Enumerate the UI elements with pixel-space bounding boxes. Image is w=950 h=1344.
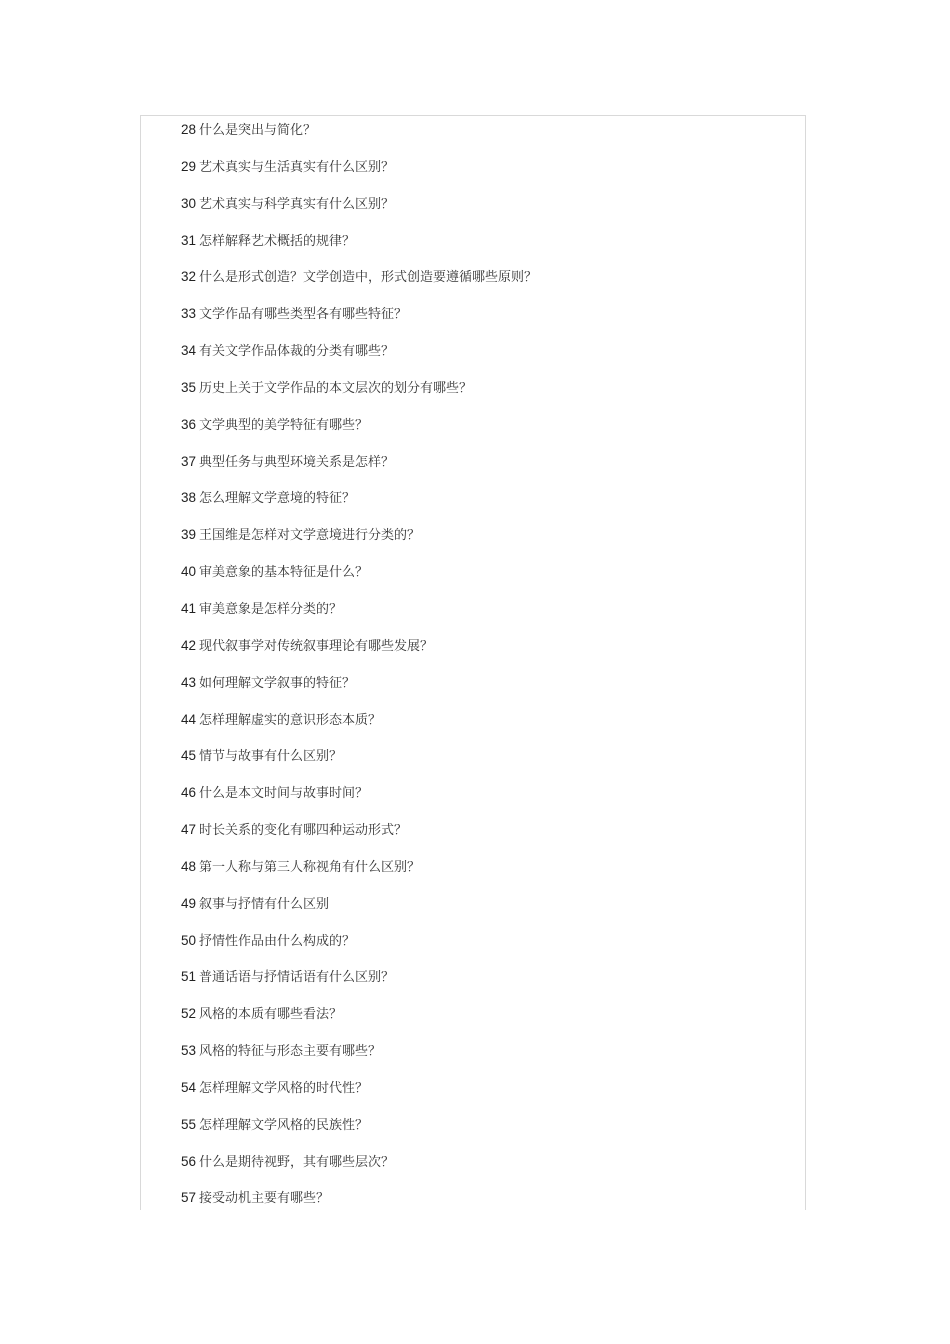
- list-item: [181, 524, 537, 561]
- question-text: 怎么理解文学意境的特征？: [199, 491, 356, 507]
- question-number: 32: [181, 269, 197, 285]
- question-list: [181, 119, 537, 1224]
- question-number: 48: [181, 858, 197, 874]
- list-item: [181, 377, 537, 414]
- question-number: 37: [181, 453, 197, 469]
- question-number: 30: [181, 195, 197, 211]
- list-item: [181, 561, 537, 598]
- question-text: 什么是形式创造？文学创造中，形式创造要遵循哪些原则？: [199, 270, 538, 286]
- question-number: 29: [181, 158, 197, 174]
- list-item: [181, 856, 537, 893]
- question-text: 时长关系的变化有哪四种运动形式？: [199, 823, 408, 839]
- question-number: 36: [181, 416, 197, 432]
- question-text: 有关文学作品体裁的分类有哪些？: [199, 344, 395, 360]
- question-number: 42: [181, 637, 197, 653]
- list-item: [181, 1114, 537, 1151]
- question-text: 什么是本文时间与故事时间？: [199, 786, 369, 802]
- question-number: 49: [181, 895, 197, 911]
- question-text: 文学作品有哪些类型各有哪些特征？: [199, 307, 408, 323]
- question-text: 怎样理解文学风格的民族性？: [199, 1117, 369, 1133]
- question-number: 38: [181, 490, 197, 506]
- question-number: 41: [181, 600, 197, 616]
- list-item: [181, 709, 537, 746]
- question-number: 56: [181, 1153, 197, 1169]
- list-item: [181, 930, 537, 967]
- question-number: 39: [181, 527, 197, 543]
- question-text: 艺术真实与科学真实有什么区别？: [199, 196, 395, 212]
- list-item: [181, 893, 537, 930]
- question-number: 46: [181, 785, 197, 801]
- list-item: [181, 303, 537, 340]
- list-item: [181, 451, 537, 488]
- question-number: 45: [181, 748, 197, 764]
- question-text: 叙事与抒情有什么区别: [199, 896, 330, 912]
- question-number: 28: [181, 122, 197, 137]
- question-text: 什么是期待视野，其有哪些层次？: [199, 1154, 395, 1170]
- question-number: 51: [181, 969, 197, 985]
- list-item: [181, 119, 537, 156]
- question-text: 审美意象是怎样分类的？: [199, 601, 343, 617]
- question-text: 风格的特征与形态主要有哪些？: [199, 1044, 382, 1060]
- question-number: 53: [181, 1043, 197, 1059]
- question-text: 怎样理解文学风格的时代性？: [199, 1080, 369, 1096]
- question-number: 50: [181, 932, 197, 948]
- list-item: [181, 340, 537, 377]
- question-text: 审美意象的基本特征是什么？: [199, 565, 369, 581]
- question-text: 如何理解文学叙事的特征？: [199, 675, 356, 691]
- question-text: 怎样理解虚实的意识形态本质？: [199, 712, 382, 728]
- list-item: [181, 414, 537, 451]
- question-number: 31: [181, 232, 197, 248]
- question-text: 文学典型的美学特征有哪些？: [199, 417, 369, 433]
- question-number: 34: [181, 343, 197, 359]
- question-number: 47: [181, 822, 197, 838]
- question-number: 43: [181, 674, 197, 690]
- list-item: [181, 156, 537, 193]
- question-text: 情节与故事有什么区别？: [199, 749, 343, 765]
- list-item: [181, 487, 537, 524]
- question-text: 王国维是怎样对文学意境进行分类的？: [199, 528, 421, 544]
- question-number: 40: [181, 564, 197, 580]
- question-text: 历史上关于文学作品的本文层次的划分有哪些？: [199, 380, 473, 396]
- question-text: 怎样解释艺术概括的规律？: [199, 233, 356, 249]
- question-text: 普通话语与抒情话语有什么区别？: [199, 970, 395, 986]
- list-item: [181, 819, 537, 856]
- list-item: [181, 230, 537, 267]
- question-number: 52: [181, 1006, 197, 1022]
- question-text: 接受动机主要有哪些？: [199, 1191, 330, 1207]
- question-text: 第一人称与第三人称视角有什么区别？: [199, 859, 421, 875]
- list-item: [181, 598, 537, 635]
- question-number: 35: [181, 379, 197, 395]
- question-text: 抒情性作品由什么构成的？: [199, 933, 356, 949]
- question-number: 54: [181, 1079, 197, 1095]
- question-text: 什么是突出与简化？: [199, 123, 317, 138]
- question-number: 33: [181, 306, 197, 322]
- list-item: [181, 266, 537, 303]
- question-number: 44: [181, 711, 197, 727]
- question-number: 55: [181, 1116, 197, 1132]
- question-number: 57: [181, 1190, 197, 1206]
- list-item: [181, 782, 537, 819]
- list-item: [181, 1187, 537, 1224]
- list-item: [181, 672, 537, 709]
- list-item: [181, 193, 537, 230]
- list-item: [181, 1077, 537, 1114]
- question-text: 风格的本质有哪些看法？: [199, 1007, 343, 1023]
- list-item: [181, 745, 537, 782]
- question-text: 典型任务与典型环境关系是怎样？: [199, 454, 395, 470]
- list-item: [181, 1040, 537, 1077]
- list-item: [181, 1151, 537, 1188]
- list-item: [181, 1003, 537, 1040]
- question-text: 现代叙事学对传统叙事理论有哪些发展？: [199, 638, 434, 654]
- list-item: [181, 635, 537, 672]
- question-text: 艺术真实与生活真实有什么区别？: [199, 159, 395, 175]
- list-item: [181, 966, 537, 1003]
